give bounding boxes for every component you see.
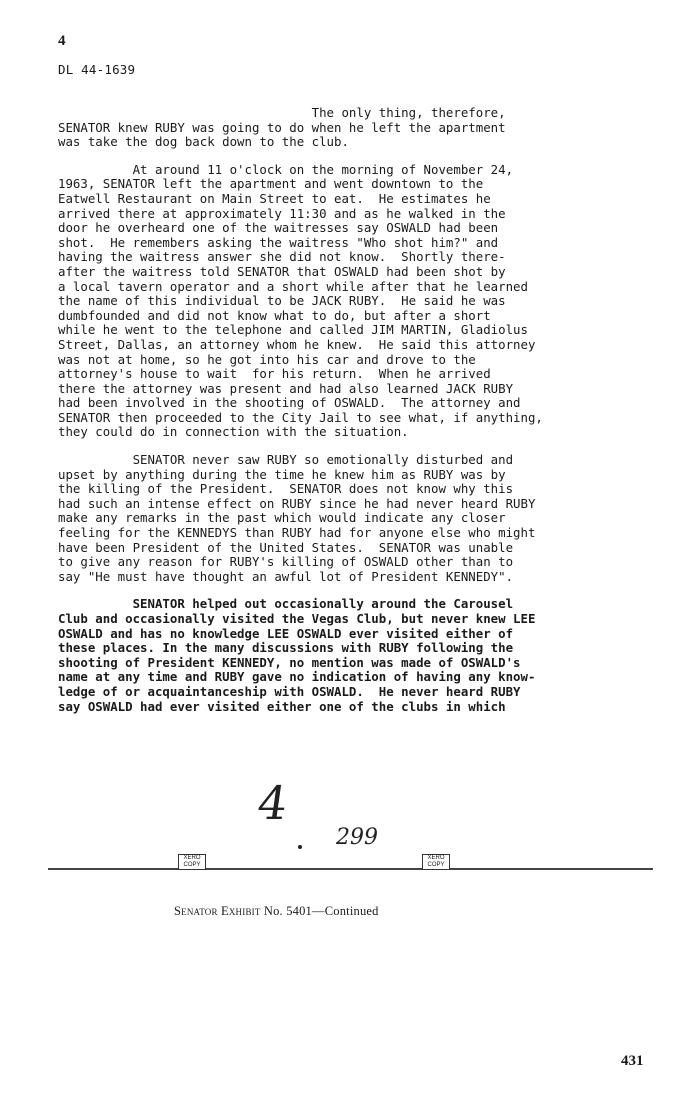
dot-mark (298, 845, 302, 849)
text-line: At around 11 o'clock on the morning of November 24, (58, 161, 514, 177)
text-line: upset by anything during the time he knew him as RUBY was by (58, 466, 506, 482)
handwritten-page-annotation: 299 (336, 825, 378, 850)
paragraph-4 (58, 597, 658, 714)
exhibit-number: No. 5401 (263, 904, 313, 918)
text-line: arrived there at approximately 11:30 and as he walked in the (58, 205, 506, 221)
text-line: while he went to the telephone and called JIM MARTIN, Gladiolus (58, 322, 528, 338)
text-line: dumbfounded and did not know what to do, but after a short (58, 307, 491, 323)
text-line: had been involved in the shooting of OSWALD. The attorney and (58, 395, 521, 411)
text-line: SENATOR knew RUBY was going to do when he left the apartment (58, 119, 506, 135)
text-line: 1963, SENATOR left the apartment and went downtown to the (58, 176, 484, 192)
text-line: Eatwell Restaurant on Main Street to eat. He estimates he (58, 190, 491, 206)
text-line: have been President of the United States. SENATOR was unable (58, 539, 514, 555)
text-line: SENATOR never saw RUBY so emotionally disturbed and (58, 452, 514, 468)
text-line: SENATOR helped out occasionally around the Carousel (58, 596, 514, 612)
text-line: having the waitress answer she did not know. Shortly there- (58, 249, 506, 265)
page-number: 4 (58, 33, 66, 49)
folio-number: 431 (621, 1053, 644, 1069)
text-line: after the waitress told SENATOR that OSWALD had been shot by (58, 263, 506, 279)
paragraph-2 (58, 163, 658, 440)
text-line: a local tavern operator and a short while after that he learned (58, 278, 528, 294)
file-number: DL 44-1639 (58, 62, 136, 77)
text-line: Club and occasionally visited the Vegas Club, but never knew LEE (58, 611, 536, 626)
text-line: had such an intense effect on RUBY since he had never heard RUBY (58, 495, 536, 511)
paragraph-3 (58, 453, 658, 584)
paragraph-1 (58, 106, 658, 150)
text-line: feeling for the KENNEDYS than RUBY had for anyone else who might (58, 525, 536, 541)
handwritten-numeral: 4 (254, 776, 292, 830)
text-line: make any remarks in the past which would indicate any closer (58, 510, 506, 526)
text-line: these places. In the many discussions with RUBY following the (58, 640, 514, 656)
text-line: was take the dog back down to the club. (58, 134, 349, 150)
text-line: the name of this individual to be JACK RUBY. He said he was (58, 293, 506, 309)
exhibit-label: Senator Exhibit (174, 904, 261, 918)
text-line: Street, Dallas, an attorney whom he knew. He said this attorney (58, 336, 536, 352)
xerox-strip (130, 855, 630, 888)
text-line: they could do in connection with the situation. (58, 424, 409, 440)
text-line: shooting of President KENNEDY, no mention was made of OSWALD's (58, 654, 521, 670)
text-line: say "He must have thought an awful lot of President KENNEDY". (58, 568, 514, 584)
text-line: say OSWALD had ever visited either one of the clubs in which (58, 698, 506, 714)
text-line: to give any reason for RUBY's killing of OSWALD other than to (58, 554, 514, 570)
text-line: door he overheard one of the waitresses say OSWALD had been (58, 220, 499, 236)
xero-copy-stamp-left: XERO COPY (178, 854, 206, 870)
text-line: was not at home, so he got into his car and drove to the (58, 351, 476, 367)
document-body (58, 106, 658, 727)
text-line: there the attorney was present and had also learned JACK RUBY (58, 380, 514, 396)
exhibit-caption (174, 904, 379, 919)
text-line: name at any time and RUBY gave no indication of having any know- (58, 669, 536, 685)
exhibit-suffix: —Continued (312, 904, 379, 918)
text-line: ledge of or acquaintanceship with OSWALD. He never heard RUBY (58, 683, 521, 699)
text-line: The only thing, therefore, (58, 105, 506, 120)
xero-copy-stamp-right: XERO COPY (422, 854, 450, 870)
text-line: shot. He remembers asking the waitress "Who shot him?" and (58, 234, 499, 250)
text-line: attorney's house to wait for his return. When he arrived (58, 366, 491, 382)
text-line: the killing of the President. SENATOR does not know why this (58, 481, 514, 497)
text-line: SENATOR then proceeded to the City Jail to see what, if anything, (58, 409, 543, 425)
text-line: OSWALD and has no knowledge LEE OSWALD ever visited either of (58, 625, 514, 641)
